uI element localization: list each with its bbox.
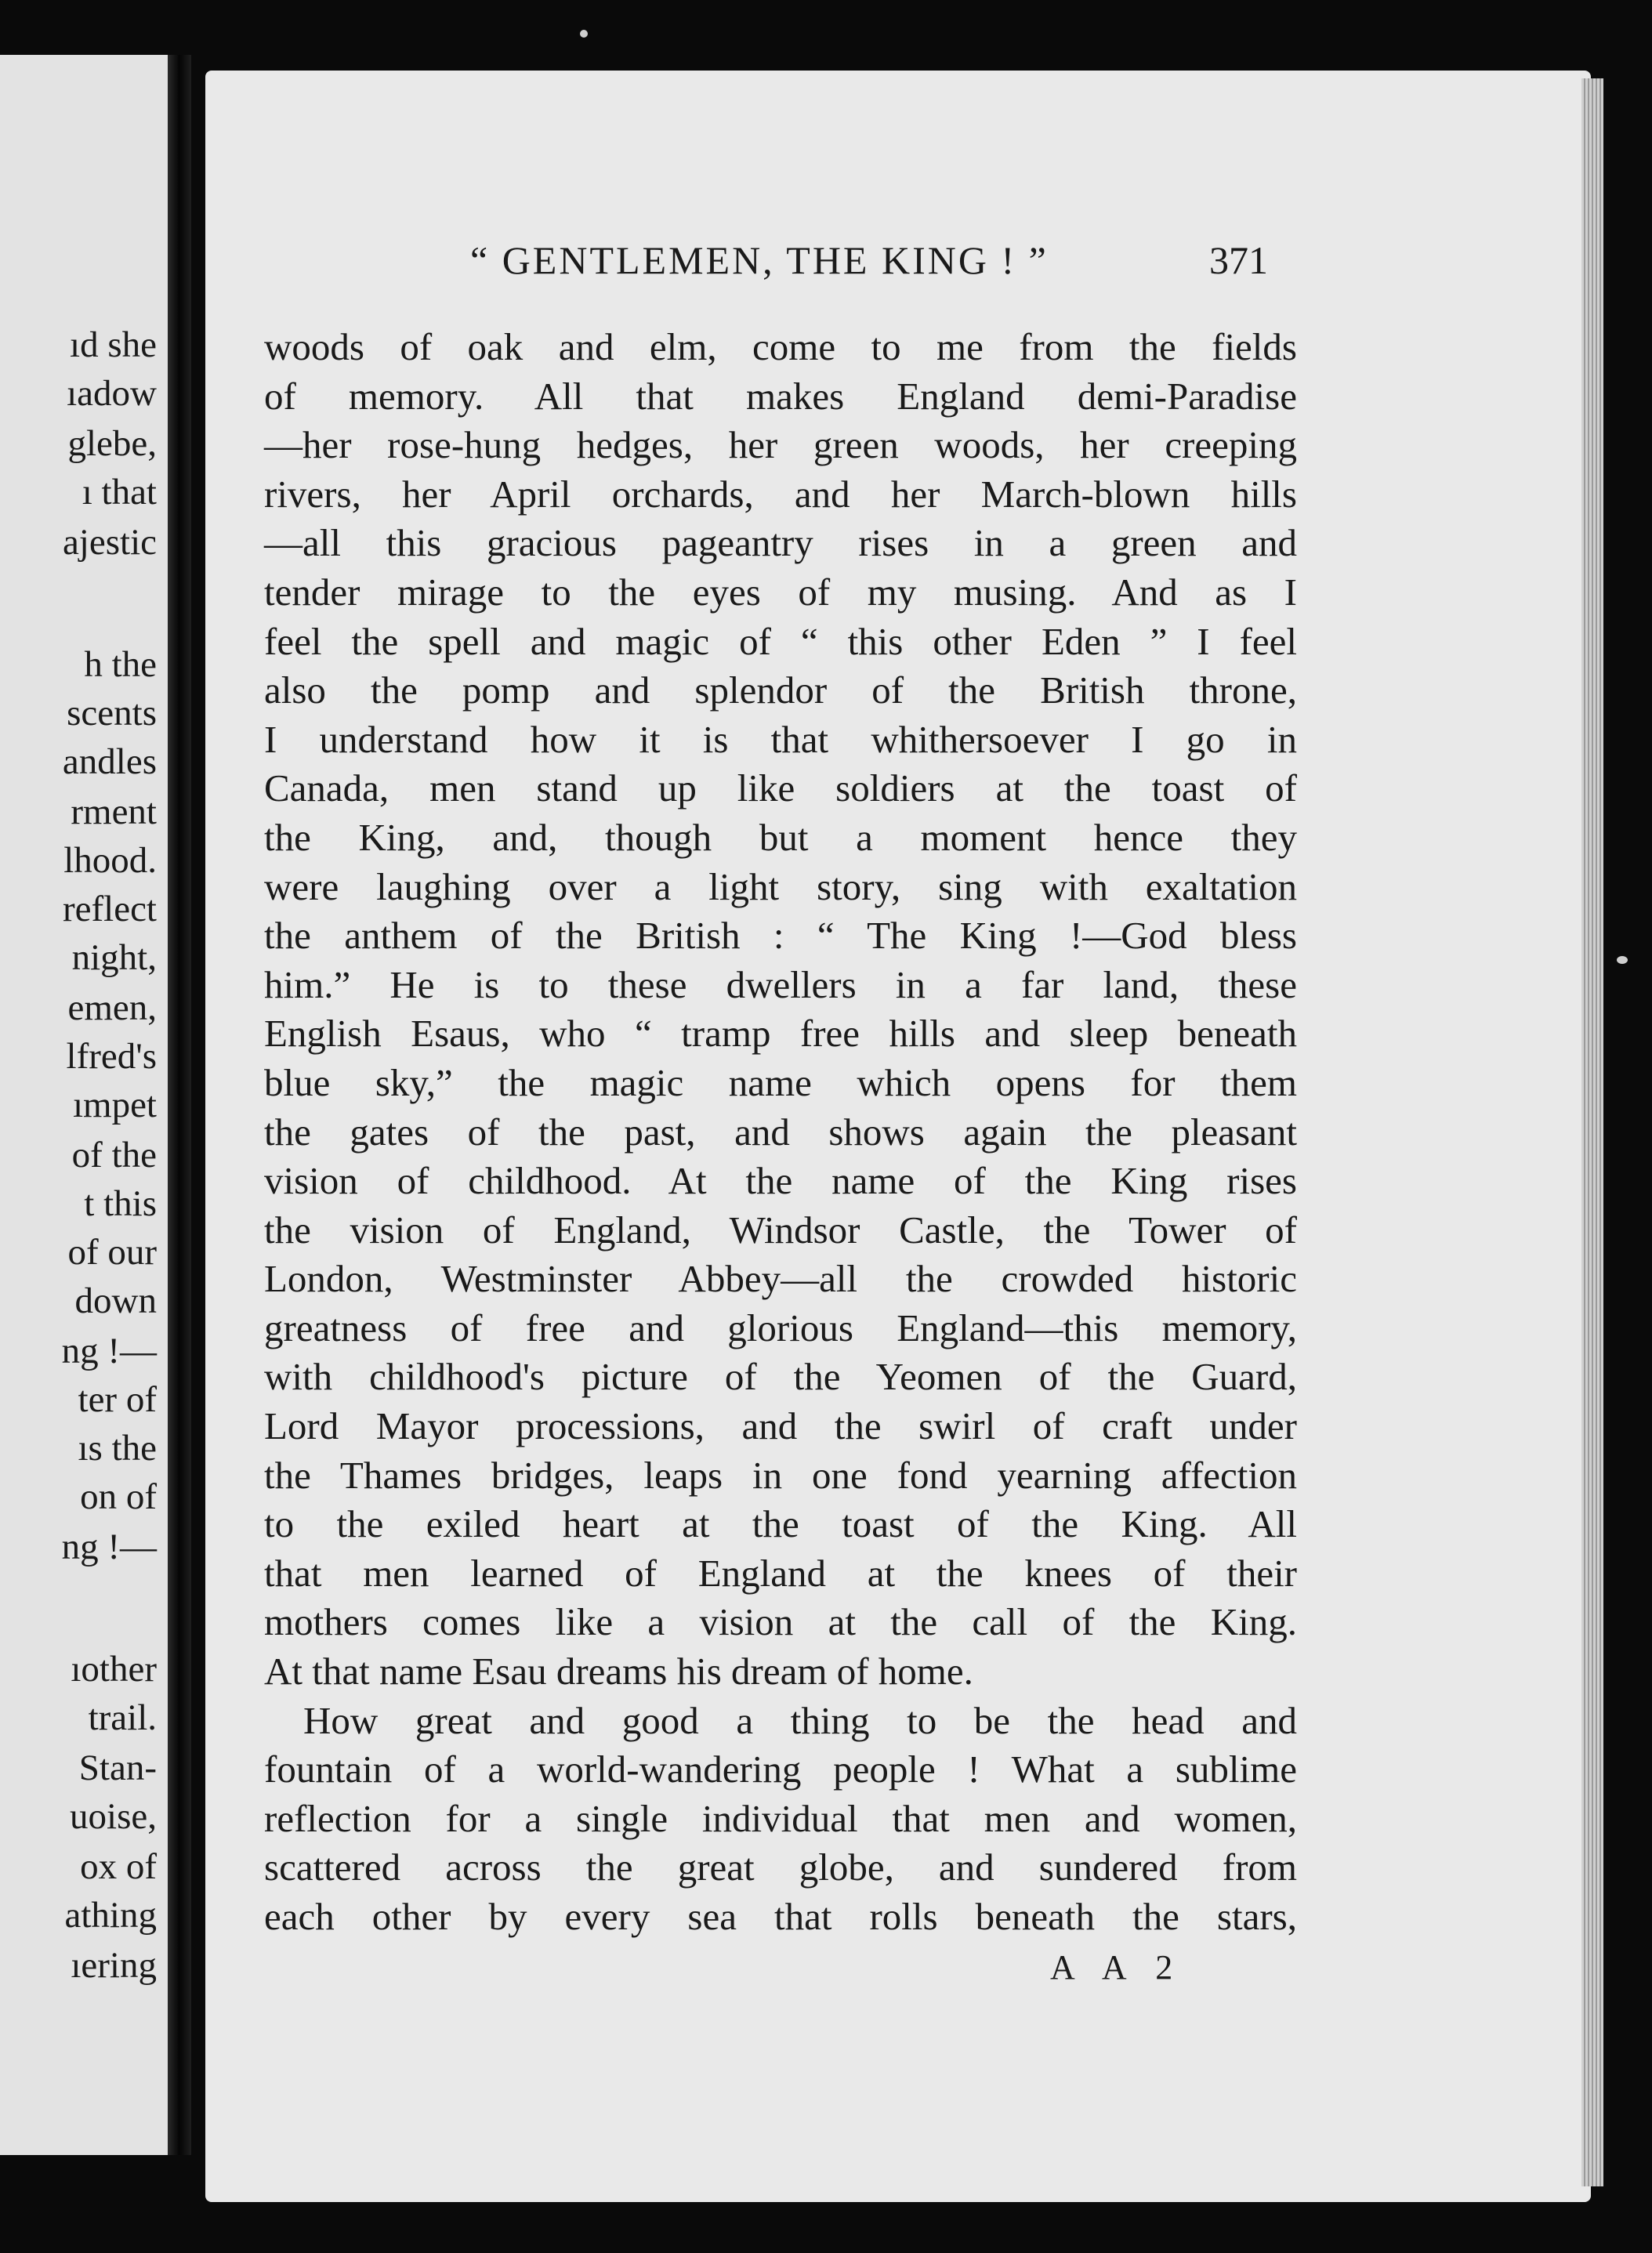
previous-page-line: ox of	[80, 1846, 157, 1887]
text-line: of memory. All that makes England demi-Paradise	[264, 374, 1297, 418]
previous-page-line: trail.	[88, 1697, 157, 1738]
text-line: woods of oak and elm, come to me from the fields	[264, 325, 1297, 368]
previous-page-line: ng !—	[61, 1527, 157, 1567]
text-line: mothers comes like a vision at the call of the King.	[264, 1600, 1297, 1644]
text-line: each other by every sea that rolls beneath the stars,	[264, 1895, 1297, 1938]
previous-page-line: andles	[62, 741, 157, 782]
previous-page-line: ng !—	[61, 1331, 157, 1371]
previous-page-line: ıering	[71, 1945, 157, 1986]
text-line: scattered across the great globe, and sundered from	[264, 1846, 1297, 1889]
text-line: How great and good a thing to be the head and	[303, 1698, 1297, 1742]
text-line: also the pomp and splendor of the British throne,	[264, 668, 1297, 712]
text-line: the anthem of the British : “ The King !—God bless	[264, 914, 1297, 958]
text-line: reflection for a single individual that men and women,	[264, 1796, 1297, 1840]
body-text	[264, 323, 1297, 1942]
previous-page-line: night,	[71, 937, 157, 978]
previous-page-line: scents	[67, 693, 157, 733]
previous-page-line: ı that	[82, 472, 157, 513]
previous-page-line: ajestic	[62, 522, 157, 563]
text-line: —her rose-hung hedges, her green woods, her creeping	[264, 423, 1297, 467]
text-line: At that name Esau dreams his dream of home.	[264, 1650, 973, 1693]
text-line: to the exiled heart at the toast of the King. All	[264, 1502, 1297, 1546]
previous-page-line: ıs the	[78, 1428, 157, 1469]
text-line: blue sky,” the magic name which opens for them	[264, 1060, 1297, 1104]
previous-page-line: ımpet	[72, 1085, 157, 1125]
previous-page-line: ıadow	[67, 373, 157, 414]
text-line: were laughing over a light story, sing with exaltation	[264, 864, 1297, 908]
previous-page-line: ıother	[71, 1649, 157, 1690]
text-line: greatness of free and glorious England—this memory,	[264, 1306, 1297, 1349]
previous-page-line: of our	[67, 1232, 157, 1273]
previous-page-line: reflect	[62, 889, 157, 929]
text-line: tender mirage to the eyes of my musing. And as I	[264, 570, 1297, 614]
text-line: —all this gracious pageantry rises in a green and	[264, 521, 1297, 565]
text-line: the King, and, though but a moment hence they	[264, 815, 1297, 859]
previous-page-line: glebe,	[67, 423, 157, 464]
dust-speck	[1617, 956, 1628, 964]
text-line: the Thames bridges, leaps in one fond yearning affection	[264, 1453, 1297, 1497]
text-line: I understand how it is that whithersoever I go in	[264, 717, 1297, 761]
previous-page-line: rment	[71, 791, 157, 832]
text-line: London, Westminster Abbey—all the crowded historic	[264, 1257, 1297, 1301]
text-line: English Esaus, who “ tramp free hills and sleep beneath	[264, 1012, 1297, 1056]
previous-page-line: emen,	[67, 987, 157, 1028]
previous-page-line: t this	[84, 1183, 157, 1224]
text-line: the vision of England, Windsor Castle, the Tower of	[264, 1208, 1297, 1251]
text-line: with childhood's picture of the Yeomen of the Guard,	[264, 1355, 1297, 1399]
previous-page-line: Stan-	[78, 1748, 157, 1788]
previous-page-fragment	[0, 55, 168, 2155]
previous-page-line: down	[74, 1280, 157, 1321]
printer-signature-mark: A A 2	[1050, 1948, 1184, 1987]
page-number: 371	[1209, 238, 1268, 282]
page-edges	[1581, 78, 1603, 2186]
text-line: Canada, men stand up like soldiers at the toast of	[264, 766, 1297, 810]
previous-page-line: lfred's	[66, 1036, 157, 1077]
dust-speck	[580, 30, 588, 38]
text-line: rivers, her April orchards, and her March-blown hills	[264, 472, 1297, 516]
previous-page-line: of the	[71, 1135, 157, 1175]
previous-page-line: uoise,	[70, 1796, 157, 1837]
text-line: the gates of the past, and shows again the pleasant	[264, 1110, 1297, 1154]
previous-page-line: lhood.	[63, 840, 157, 881]
running-head: “ GENTLEMEN, THE KING ! ”	[470, 238, 1049, 282]
text-line: him.” He is to these dwellers in a far land, these	[264, 962, 1297, 1006]
text-line: fountain of a world-wandering people ! What a sublime	[264, 1748, 1297, 1791]
previous-page-line: ıd she	[70, 324, 157, 365]
previous-page-line: h the	[84, 644, 157, 685]
previous-page-line: ter of	[78, 1379, 157, 1420]
text-line: that men learned of England at the knees of their	[264, 1551, 1297, 1595]
previous-page-line: athing	[64, 1895, 157, 1936]
previous-page-line: on of	[80, 1476, 157, 1517]
text-line: feel the spell and magic of “ this other Eden ” I feel	[264, 619, 1297, 663]
text-line: vision of childhood. At the name of the King rises	[264, 1159, 1297, 1203]
text-line: Lord Mayor processions, and the swirl of craft under	[264, 1404, 1297, 1448]
book-gutter	[168, 55, 191, 2155]
